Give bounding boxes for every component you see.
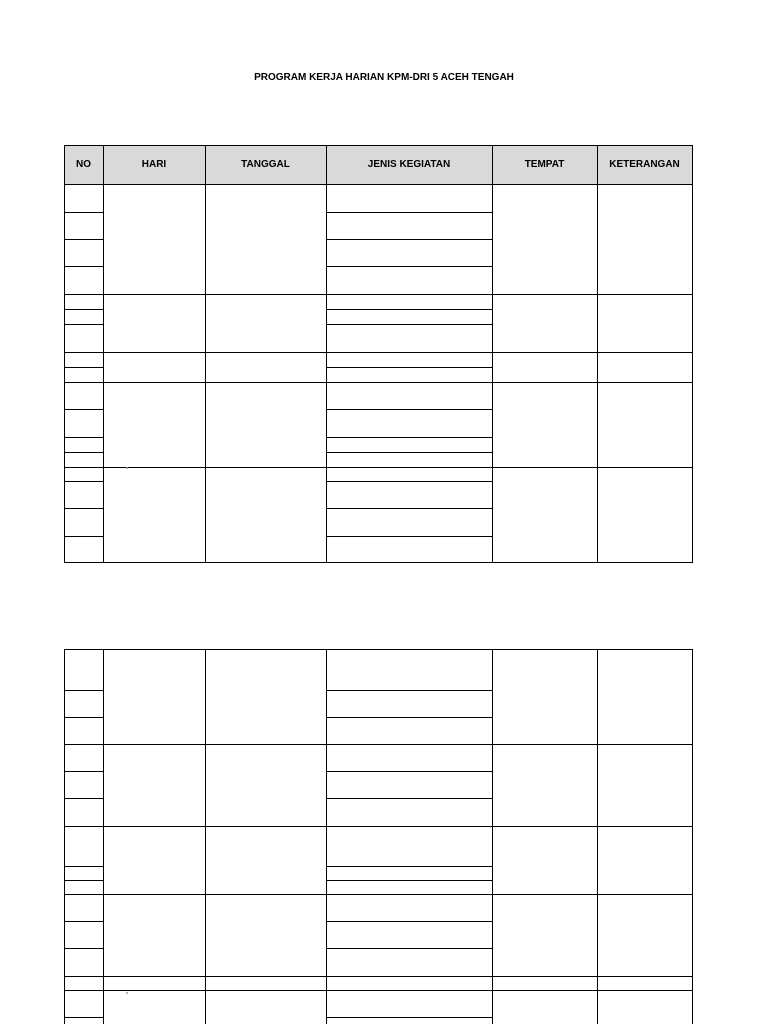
document-title: PROGRAM KERJA HARIAN KPM-DRI 5 ACEH TENGAH (254, 72, 514, 83)
header-no: NO (76, 159, 91, 170)
table-1-border (65, 146, 693, 563)
header-tanggal: TANGGAL (241, 159, 290, 170)
stray-mark (126, 992, 128, 994)
stray-mark (126, 467, 128, 469)
header-hari: HARI (141, 159, 167, 170)
header-tempat: TEMPAT (524, 159, 565, 170)
header-jenis-kegiatan: JENIS KEGIATAN (367, 159, 451, 170)
header-keterangan: KETERANGAN (609, 159, 680, 170)
